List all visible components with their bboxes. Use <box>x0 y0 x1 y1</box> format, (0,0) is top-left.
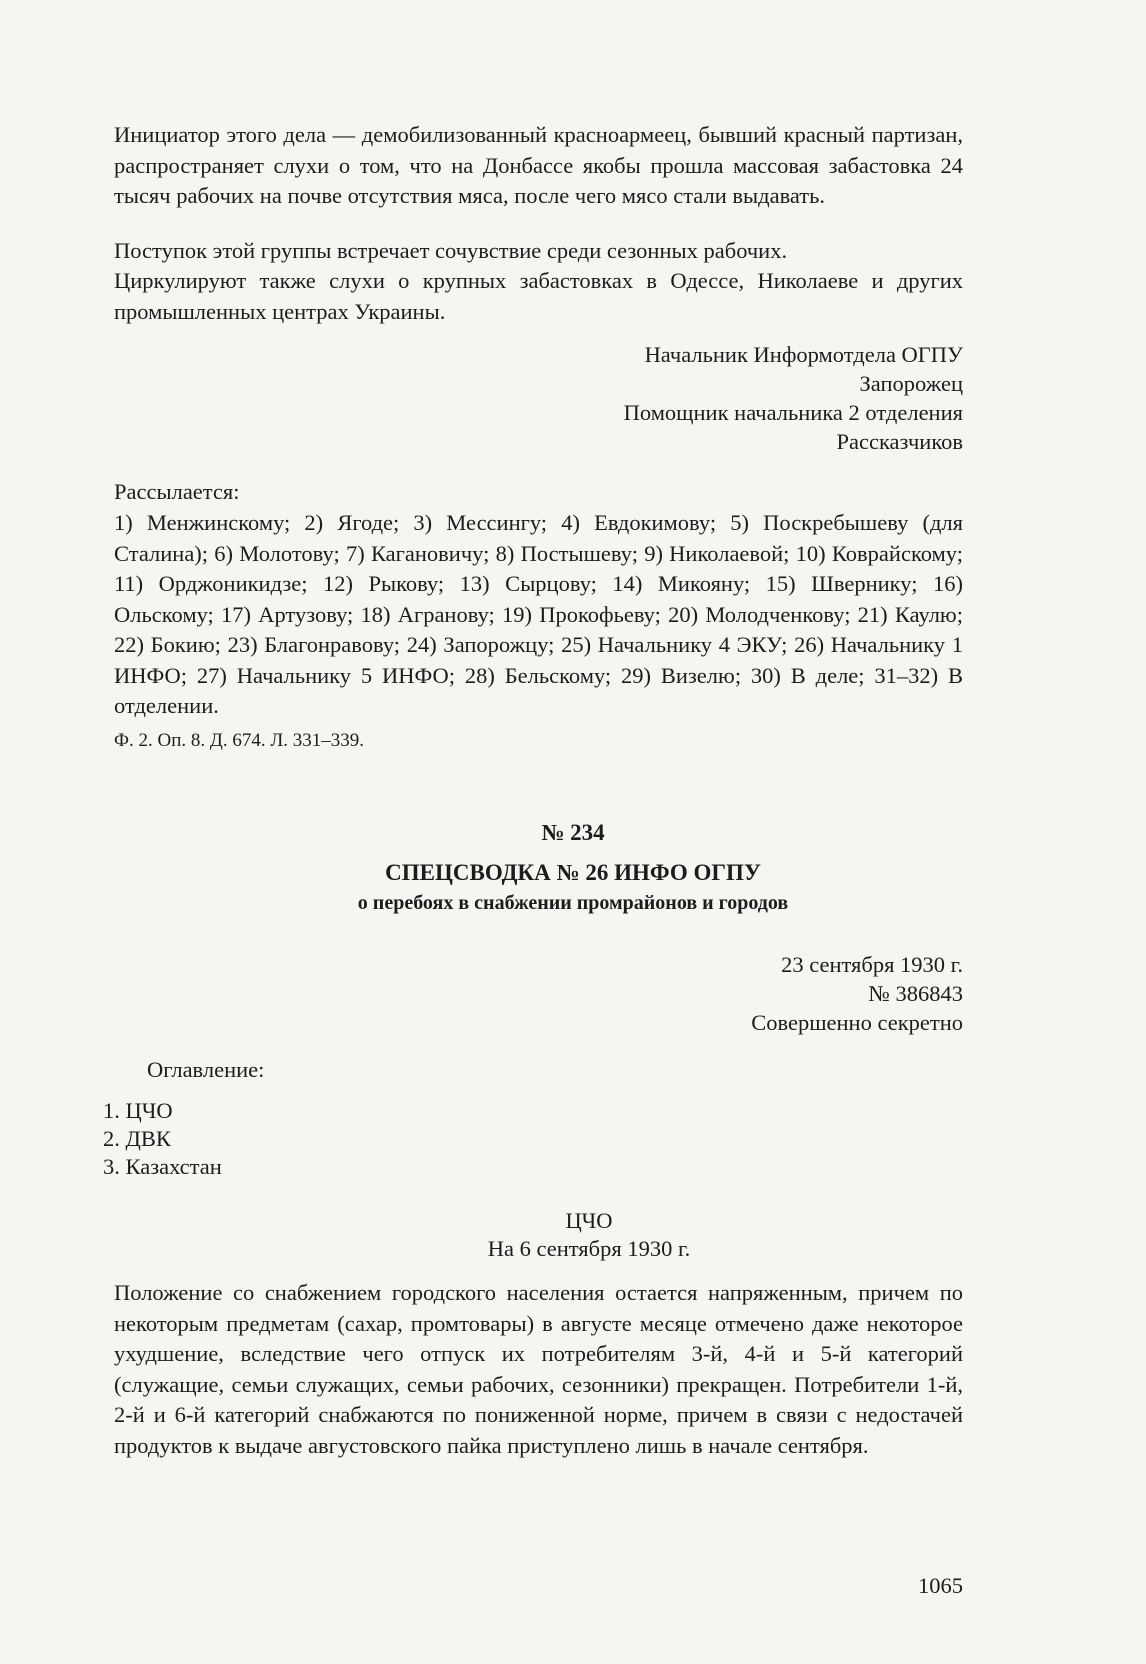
section-date: На 6 сентября 1930 г. <box>487 1236 691 1261</box>
secrecy-label: Совершенно секретно <box>751 1010 963 1035</box>
document-date: 23 сентября 1930 г. <box>781 952 963 977</box>
intro-paragraph-3: Циркулируют также слухи о крупных забастовках в Одессе, Николаеве и других промышленных центрах Украины. <box>114 268 963 324</box>
page-number: 1065 <box>918 1573 963 1598</box>
distribution-label: Рассылается: <box>114 479 240 504</box>
signature-title-2: Помощник начальника 2 отделения <box>623 400 963 425</box>
intro-paragraph-2: Поступок этой группы встречает сочувствие среди сезонных рабочих. <box>114 238 788 263</box>
archive-reference: Ф. 2. Оп. 8. Д. 674. Л. 331–339. <box>114 730 364 751</box>
contents-item: 3. Казахстан <box>103 1154 222 1179</box>
contents-item: 1. ЦЧО <box>103 1098 173 1123</box>
signature-name-1: Запорожец <box>859 371 963 396</box>
document-number: № 234 <box>541 820 605 845</box>
document-reg-number: № 386843 <box>868 981 963 1006</box>
document-title: СПЕЦСВОДКА № 26 ИНФО ОГПУ <box>385 860 761 885</box>
document-subtitle: о перебоях в снабжении промрайонов и городов <box>357 892 789 914</box>
contents-label: Оглавление: <box>147 1057 265 1082</box>
signature-title-1: Начальник Информотдела ОГПУ <box>644 342 963 367</box>
distribution-list: 1) Менжинскому; 2) Ягоде; 3) Мессингу; 4) Евдокимову; 5) Поскребышеву (для Сталина); 6) Молотову; 7) Кагановичу; 8) Постышеву; 9) Николаевой; 10) Коврайскому; 11) Орджоникидзе; 12) Рыкову; 13) Сырцову; 14) Микояну; 15) Швернику; 16) Ольскому; 17) Артузову; 18) Агранову; 19) Прокофьеву; 20) Молодченкову; 21) Каулю; 22) Бокию; 23) Благонравову; 24) Запорожцу; 25) Начальнику 4 ЭКУ; 26) Начальнику 1 ИНФО; 27) Начальнику 5 ИНФО; 28) Бельскому; 29) Визелю; 30) В деле; 31–32) В отделении. <box>114 510 963 718</box>
signature-name-2: Рассказчиков <box>836 429 963 454</box>
section-body: Положение со снабжением городского населения остается напряженным, причем по некоторым предметам (сахар, промтовары) в августе месяце отмечено даже некоторое ухудшение, вследствие чего отпуск их потребителям 3-й, 4-й и 5-й категорий (служащие, семьи служащих, семьи рабочих, сезонники) прекращен. Потребители 1-й, 2-й и 6-й категорий снабжаются по пониженной норме, причем в связи с недостачей продуктов к выдаче августовского пайка приступлено лишь в начале сентября. <box>114 1280 963 1458</box>
section-heading: ЦЧО <box>565 1208 613 1233</box>
contents-item: 2. ДВК <box>103 1126 171 1151</box>
intro-paragraph-1: Инициатор этого дела — демобилизованный красноармеец, бывший красный партизан, распространяет слухи о том, что на Донбассе якобы прошла массовая забастовка 24 тысяч рабочих на почве отсутствия мяса, после чего мясо стали выдавать. <box>114 122 963 208</box>
